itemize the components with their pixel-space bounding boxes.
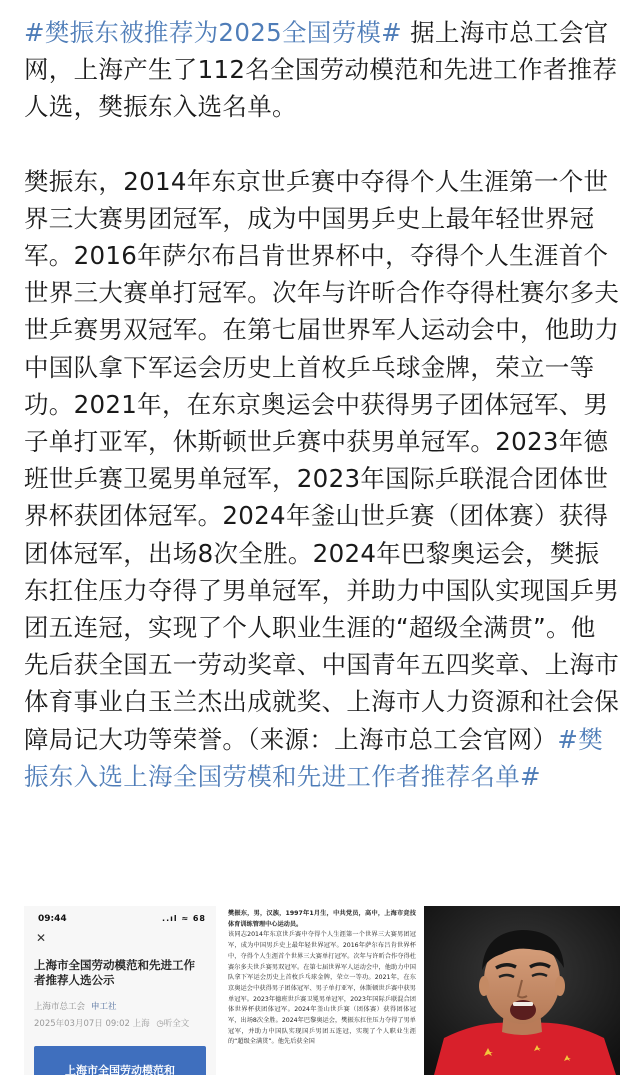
topic-hashtag-link-2[interactable]: #樊振东入选上海全国劳模和先进工作者推荐名单#: [24, 724, 603, 791]
document-text: [228, 909, 416, 1048]
athlete-photo: [424, 906, 620, 1075]
source-name: 上海市总工会: [34, 1002, 86, 1012]
close-icon: ✕: [36, 931, 47, 945]
post-paragraph-2: [24, 163, 620, 795]
signal-icon: ..ıl ≈ 68: [162, 914, 206, 923]
document-lead: 樊振东，男，汉族，1997年1月生，中共党员，高中，上海市竞技体育训练管理中心运动员。: [228, 910, 416, 928]
status-time: 09:44: [38, 914, 67, 924]
image-grid: [0, 906, 640, 1075]
image-thumbnail-1[interactable]: [24, 906, 216, 1075]
phone-status-bar: [38, 914, 206, 924]
post-body: [24, 14, 620, 795]
image-thumbnail-3[interactable]: [424, 906, 620, 1075]
banner-text: 上海市全国劳动模范和: [65, 1064, 175, 1075]
date-text: 2025年03月07日 09:02 上海: [34, 1019, 150, 1029]
source-org: 申工社: [91, 1002, 117, 1012]
article-date: [34, 1017, 189, 1029]
article-source: [34, 1000, 117, 1012]
listen-icon: ◷: [156, 1019, 164, 1029]
post-paragraph-1: [24, 14, 620, 126]
post-text-1: 据上海市总工会官网，上海产生了112名全国劳动模范和先进工作者推荐人选，樊振东入选名单。: [24, 18, 618, 122]
topic-hashtag-link[interactable]: #樊振东被推荐为2025全国劳模#: [24, 18, 403, 47]
post-text-2: 樊振东，2014年东京世乒赛中夺得个人生涯第一个世界三大赛男团冠军，成为中国男乒史上最年轻世界冠军。2016年萨尔布吕肯世界杯中，夺得个人生涯首个世界三大赛单打冠军。次年与许昕合作夺得杜赛尔多夫世乒赛男双冠军。在第七届世界军人运动会中，他助力中国队拿下军运会历史上首枚乒乓球金牌，荣立一等功。2021年，在东京奥运会中获得男子团体冠军、男子单打亚军，休斯顿世乒赛中获男单冠军。2023年德班世乒赛卫冕男单冠军，2023年国际乒联混合团体世界杯获团体冠军。2024年釜山世乒赛（团体赛）获得团体冠军，出场8次全胜。2024年巴黎奥运会，樊振东扛住压力夺得了男单冠军，并助力中国队实现国乒男团五连冠，实现了个人职业生涯的“超级全满贯”。他先后获全国五一劳动奖章、中国青年五四奖章、上海市体育事业白玉兰杰出成就奖、上海市人力资源和社会保障局记大功等荣誉。（来源：上海市总工会官网）: [24, 166, 620, 754]
document-body: 该同志2014年东京世乒赛中夺得个人生涯第一个世界三大赛男团冠军，成为中国男乒史上最年轻世界冠军。2016年萨尔布吕肯世界杯中，夺得个人生涯首个世界三大赛单打冠军。次年与许昕合作夺得杜赛尔多夫世乒赛男双冠军。在第七届世界军人运动会中，他助力中国队拿下军运会历史上首枚乒乓球金牌，荣立一等功。2021年，在东京奥运会中获得男子团体冠军、男子单打亚军，休斯顿世乒赛中获男单冠军。2023年德班世乒赛卫冕男单冠军，2023年国际乒联混合团体世界杯获团体冠军。2024年釜山世乒赛（团体赛）获得团体冠军，出场8次全胜。2024年巴黎奥运会，樊振东扛住压力夺得了男单冠军，并助力中国队实现国乒男团五连冠，实现了个人职业生涯的“超级全满贯”。他先后获全国: [228, 931, 416, 1046]
paragraph-gap: [24, 126, 620, 163]
listen-label: 听全文: [163, 1019, 190, 1029]
article-title: 上海市全国劳动模范和先进工作者推荐人选公示: [34, 958, 195, 987]
image-thumbnail-2[interactable]: [220, 906, 420, 1075]
article-banner: [34, 1046, 206, 1075]
